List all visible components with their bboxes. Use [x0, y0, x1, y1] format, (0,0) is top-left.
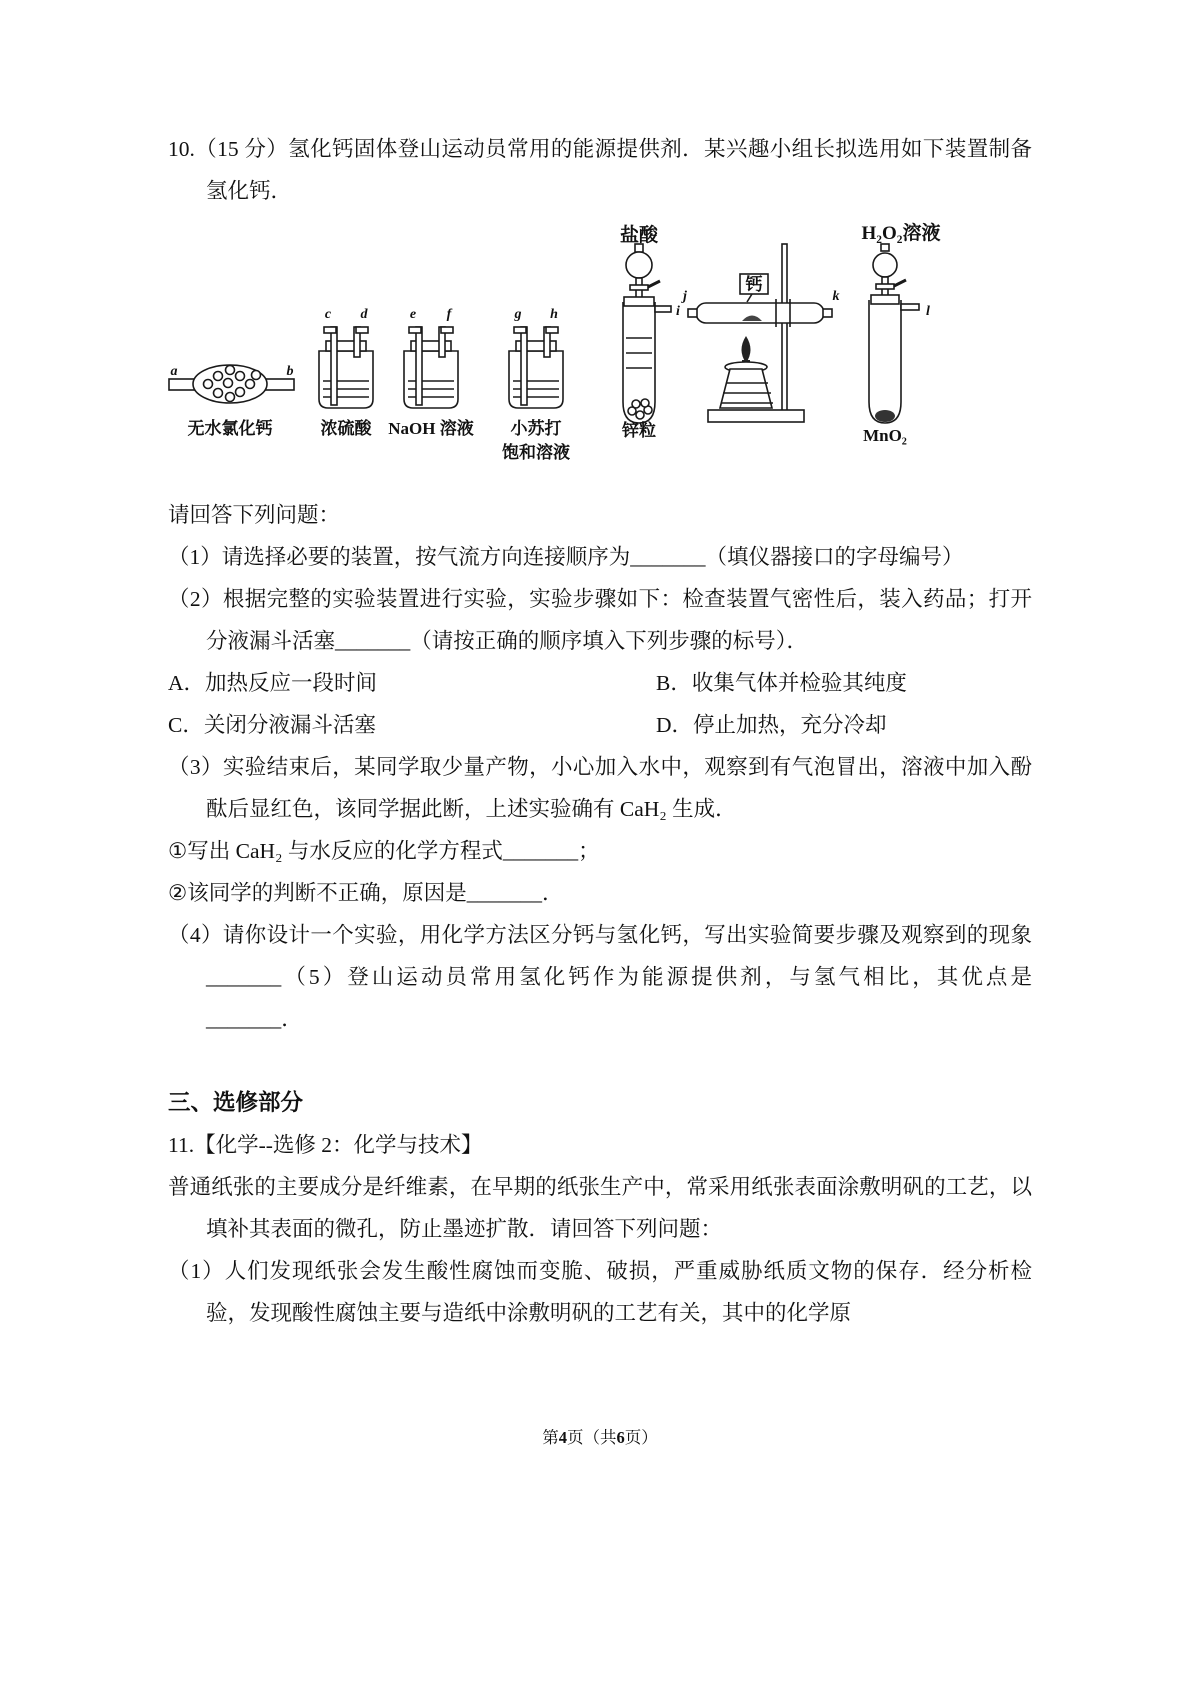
letter-g: g: [514, 307, 522, 322]
q11-part1: （1）人们发现纸张会发生酸性腐蚀而变脆、破损，严重威胁纸质文物的保存．经分析检验，发现酸性腐蚀主要与造纸中涂敷明矾的工艺有关，其中的化学原: [168, 1259, 1032, 1325]
letter-h: h: [550, 307, 558, 322]
q10-part3-sub1: ①写出 CaH₂ 与水反应的化学方程式_______；: [168, 839, 600, 863]
letter-e: e: [409, 307, 417, 322]
letter-d: d: [360, 307, 368, 322]
page-footer: [0, 1426, 1200, 1450]
letter-a: a: [170, 364, 178, 379]
diagram-captions: [188, 221, 941, 462]
q11-title: 11.【化学‐‐选修 2：化学与技术】: [168, 1133, 483, 1157]
footer-page-number: 4: [558, 1428, 567, 1447]
label-hcl: 盐酸: [619, 225, 659, 246]
label-calcium: 钙: [745, 275, 763, 294]
oxygen-generator: [869, 244, 919, 423]
caption-naoh: NaOH 溶液: [388, 419, 474, 438]
apparatus-diagram-svg: [168, 218, 998, 468]
caption-drying-agent: 无水氯化钙: [187, 419, 273, 438]
q10-option-d: D．停止加热，充分冷却: [656, 713, 887, 737]
gas-washing-bottle-naoh: [404, 327, 458, 408]
gas-washing-bottle-soda: [509, 327, 563, 408]
footer-text-1: 第: [542, 1428, 559, 1447]
q10-option-a: A．加热反应一段时间: [168, 671, 378, 695]
heating-stand-assembly: [688, 244, 832, 422]
letter-j: j: [683, 289, 687, 304]
letter-c: c: [324, 307, 332, 322]
q10-option-c: C．关闭分液漏斗活塞: [168, 713, 376, 737]
caption-mno2: MnO₂: [863, 426, 907, 445]
q10-part2: （2）根据完整的实验装置进行实验，实验步骤如下：检查装置气密性后，装入药品；打开分液漏斗活塞_______（请按正确的顺序填入下列步骤的标号）．: [168, 587, 1032, 653]
q10-ask: 请回答下列问题：: [168, 503, 341, 527]
letter-k: k: [832, 289, 840, 304]
caption-soda-line1: 小苏打: [510, 419, 562, 438]
apparatus-diagram: [168, 218, 1032, 482]
label-h2o2: H₂O₂溶液: [861, 223, 941, 244]
letter-f: f: [446, 307, 452, 322]
q10-part3: （3）实验结束后，某同学取少量产物，小心加入水中，观察到有气泡冒出，溶液中加入酚酞后显红色，该同学据此断，上述实验确有 CaH₂ 生成．: [168, 755, 1032, 821]
q10-part1: （1）请选择必要的装置，按气流方向连接顺序为_______（填仪器接口的字母编号）: [168, 545, 964, 569]
caption-h2so4: 浓硫酸: [320, 419, 372, 438]
letter-i: i: [676, 304, 680, 319]
q10-intro: 10.（15 分）氢化钙固体登山运动员常用的能源提供剂．某兴趣小组长拟选用如下装置制备氢化钙．: [168, 137, 1032, 203]
letter-b: b: [286, 364, 294, 379]
footer-text-3: 页）: [624, 1428, 658, 1447]
drying-tube: [169, 365, 294, 403]
q10-part3-sub2: ②该同学的判断不正确，原因是_______．: [168, 881, 564, 905]
section-3-heading: 三、选修部分: [168, 1090, 304, 1115]
letter-l: l: [926, 304, 930, 319]
footer-total-pages: 6: [616, 1428, 625, 1447]
footer-text-2: 页（共: [567, 1428, 617, 1447]
q10-option-b: B．收集气体并检验其纯度: [656, 671, 907, 695]
q10-part4: （4）请你设计一个实验，用化学方法区分钙与氢化钙，写出实验简要步骤及观察到的现象_______（5）登山运动员常用氢化钙作为能源提供剂，与氢气相比，其优点是_______．: [168, 923, 1032, 1031]
caption-soda-line2: 饱和溶液: [502, 443, 570, 462]
q10-options-row2: [168, 704, 1032, 746]
q10-options-row1: [168, 662, 1032, 704]
q11-intro: 普通纸张的主要成分是纤维素，在早期的纸张生产中，常采用纸张表面涂敷明矾的工艺，以填补其表面的微孔，防止墨迹扩散．请回答下列问题：: [168, 1175, 1032, 1241]
hydrogen-generator: [623, 244, 671, 423]
gas-washing-bottle-h2so4: [319, 327, 373, 408]
caption-zinc: 锌粒: [622, 421, 656, 440]
